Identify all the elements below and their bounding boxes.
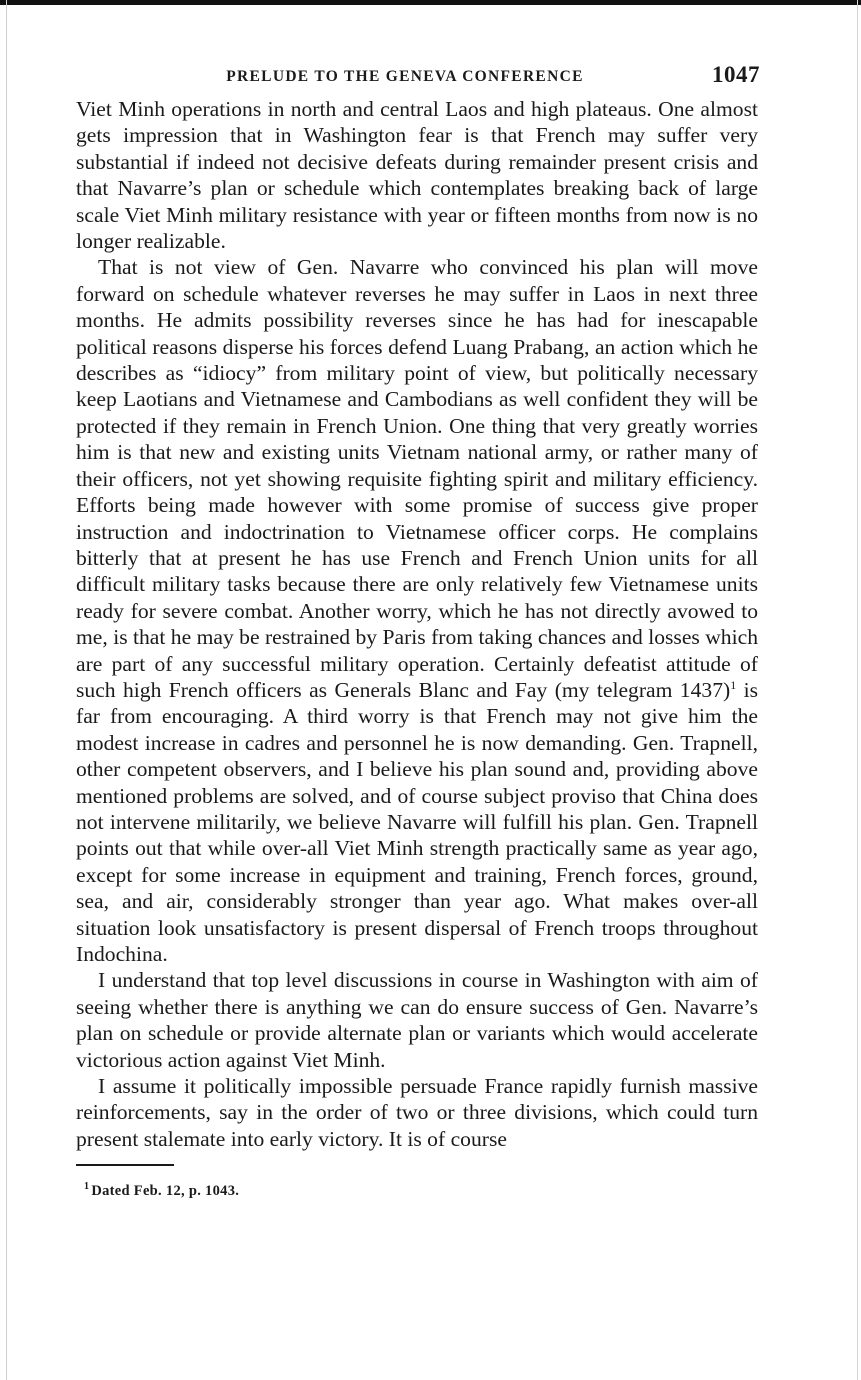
document-page [76, 62, 758, 1200]
paragraph-4: I assume it politically impossible persuade France rapidly furnish massive reinforcements, say in the order of two or three divisions, which could turn present stalemate into early victory. It is of course [76, 1074, 758, 1151]
body-text [76, 96, 758, 1152]
running-head [76, 62, 758, 96]
footnote-rule [76, 1164, 174, 1166]
paragraph-1: Viet Minh operations in north and central Laos and high plateaus. One almost gets impression that in Washington fear is that French may suffer very substantial if indeed not decisive defeats during remainder present crisis and that Navarre’s plan or schedule which contemplates breaking back of large scale Viet Minh military resistance with year or fifteen months from now is no longer realizable. [76, 97, 758, 254]
footnote-reference-1: 1 [730, 677, 737, 692]
scan-top-edge [0, 0, 861, 5]
paragraph-2-part-1: That is not view of Gen. Navarre who convinced his plan will move forward on schedule whatever reverses he may suffer in Laos in next three months. He admits possibility reverses since he has had for inescapable political reasons disperse his forces defend Luang Prabang, an action which he describes as “idiocy” from military point of view, but politically necessary keep Laotians and Vietnamese and Cambodians as well confident they will be protected if they remain in French Union. One thing that very greatly worries him is that new and existing units Vietnam national army, or rather many of their officers, not yet showing requisite fighting spirit and military efficiency. Efforts being made however with some promise of success give proper instruction and indoctrination to Vietnamese officer corps. He complains bitterly that at present he has use French and French Union units for all difficult military tasks because there are only relatively few Vietnamese units ready for severe combat. Another worry, which he has not directly avowed to me, is that he may be restrained by Paris from taking chances and losses which are part of any successful military operation. Certainly defeatist attitude of such high French officers as Generals Blanc and Fay (my telegram 1437) [76, 255, 758, 702]
paragraph-2-part-2: is far from encouraging. A third worry is that French may not give him the modest increase in cadres and personnel he is now demanding. Gen. Trapnell, other competent observers, and I believe his plan sound and, providing above mentioned problems are solved, and of course subject proviso that China does not intervene militarily, we believe Navarre will fulfill his plan. Gen. Trapnell points out that while over-all Viet Minh strength practically same as year ago, except for some increase in equipment and training, French forces, ground, sea, and air, considerably stronger than year ago. What makes over-all situation look unsatisfactory is present dispersal of French troops throughout Indochina. [76, 677, 758, 966]
page-number: 1047 [712, 62, 760, 87]
scan-right-edge [857, 0, 858, 1380]
scan-left-edge [6, 0, 7, 1380]
footnote-1 [84, 1181, 758, 1200]
running-title: PRELUDE TO THE GENEVA CONFERENCE [226, 68, 584, 85]
paragraph-2 [76, 254, 758, 967]
footnote-text: Dated Feb. 12, p. 1043. [91, 1182, 240, 1199]
paragraph-3: I understand that top level discussions in course in Washington with aim of seeing whether there is anything we can do ensure success of Gen. Navarre’s plan on schedule or provide alternate plan or variants which would accelerate victorious action against Viet Minh. [76, 968, 758, 1072]
footnote-mark: 1 [84, 1180, 90, 1192]
